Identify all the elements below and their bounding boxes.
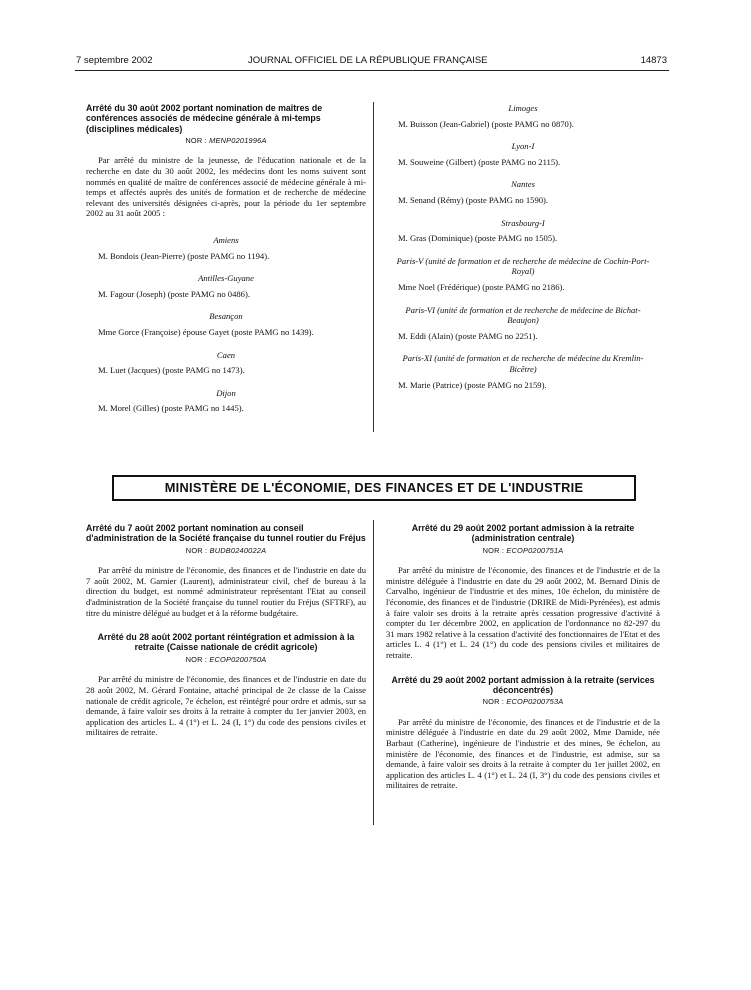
appointee: M. Luet (Jacques) (poste PAMG no 1473). xyxy=(98,365,245,376)
top-right-column xyxy=(386,103,660,402)
nor-code: BUDB0240022A xyxy=(209,545,267,555)
list-item xyxy=(386,103,660,129)
decree-title: Arrêté du 7 août 2002 portant nomination au conseil d'administration de la Société française du tunnel routier du Fréjus xyxy=(86,523,366,544)
decree-body: Par arrêté du ministre de l'économie, des finances et de l'industrie en date du 7 août 2002, M. Garnier (Laurent), administrateur civil, chef de bureau à la direction du budget, est nommé administrateur représentant l'Etat au conseil d'administration de la Société française du tunnel routier du Fréjus (SFTRF), au titre du ministre délégué au budget et à la réforme budgétaire. xyxy=(86,565,366,618)
university-name: Antilles-Guyane xyxy=(198,273,254,284)
university-name: Amiens xyxy=(213,235,239,246)
decree-title: Arrêté du 29 août 2002 portant admission à la retraite (services déconcentrés) xyxy=(391,674,655,695)
list-item xyxy=(386,353,660,390)
header-date: 7 septembre 2002 xyxy=(76,55,153,66)
nor-code: MENP0201996A xyxy=(209,135,267,145)
university-name: Strasbourg-I xyxy=(501,217,545,228)
appointee: M. Senand (Rémy) (poste PAMG no 1590). xyxy=(398,194,549,205)
journal-title: JOURNAL OFFICIEL DE LA RÉPUBLIQUE FRANÇAISE xyxy=(248,55,488,66)
column-divider xyxy=(373,102,374,432)
decree-body: Par arrêté du ministre de l'économie, des finances et de l'industrie et de la ministre déléguée à l'industrie en date du 29 août 2002, M. Bernard Dinis de Carvalho, ingénieur de l'industrie et des mines, 10e échelon, du ministère de l'économie, des finances et de l'industrie (DRIRE de Midi-Pyrénées), est admis à faire valoir ses droits à la retraite après cessation progressive d'activité à compter du 1er décembre 2002, en application de l'ordonnance no 82-297 du 31 mars 1982 relative à la cessation d'activité des fonctionnaires de l'Etat et des articles L. 4 (1°) et L. 24 (1°) du code des pensions civiles et militaires de retraite. xyxy=(386,565,660,660)
list-item xyxy=(386,141,660,167)
decree-body: Par arrêté du ministre de l'économie, des finances et de l'industrie et de la ministre déléguée à l'industrie en date du 29 août 2002, Mme Damide, née Barbaut (Catherine), ingénieure de l'industrie et des mines, 9e échelon, au ministère de l'économie, des finances et de l'industrie, est admise, sur sa demande, à faire valoir ses droits à la retraite à compter du 1er juillet 2002, en application des articles L. 4 (1°) et L. 24 (I, 3°) du code des pensions civiles et militaires de retraite. xyxy=(386,716,660,791)
nor-reference: NOR : BUDB0240022A xyxy=(185,545,267,555)
bottom-right-column xyxy=(386,523,660,797)
list-item xyxy=(386,218,660,244)
appointee: M. Gras (Dominique) (poste PAMG no 1505). xyxy=(398,233,558,244)
ministry-banner: MINISTÈRE DE L'ÉCONOMIE, DES FINANCES ET DE L'INDUSTRIE xyxy=(112,475,636,501)
nor-code: ECOP0200750A xyxy=(209,654,267,664)
appointee: M. Souweine (Gilbert) (poste PAMG no 2115). xyxy=(398,156,561,167)
university-name: Paris-V (unité de formation et de recherche de médecine de Cochin-Port-Royal) xyxy=(396,255,650,277)
page-number: 14873 xyxy=(640,55,667,66)
university-name: Limoges xyxy=(508,103,538,113)
bottom-left-column xyxy=(86,523,366,744)
appointee: Mme Noel (Frédérique) (poste PAMG no 2186). xyxy=(398,281,565,292)
university-name: Besançon xyxy=(209,311,243,322)
university-name: Lyon-I xyxy=(511,141,535,152)
decree-title: Arrêté du 30 août 2002 portant nomination de maîtres de conférences associés de médecine générale à mi-temps (disciplines médicales) xyxy=(86,103,323,134)
decree-title: Arrêté du 29 août 2002 portant admission à la retraite (administration centrale) xyxy=(411,523,635,544)
appointee: M. Buisson (Jean-Gabriel) (poste PAMG no 0870). xyxy=(398,118,574,129)
list-item xyxy=(386,256,660,293)
decree-body: Par arrêté du ministre de l'économie, des finances et de l'industrie en date du 28 août 2002, M. Gérard Fontaine, attaché principal de 2e classe de la Caisse nationale de crédit agricole, 7e échelon, est réintégré pour ordre et admis, sur sa demande, à faire valoir ses droits à la retraite à compter du 1er janvier 2003, en application des articles L. 4 (1°) et L. 24 (I, 1°) du code des pensions civiles et militaires de retraite. xyxy=(86,674,366,738)
university-name: Caen xyxy=(216,349,236,360)
university-name: Nantes xyxy=(511,179,535,190)
appointee: M. Eddi (Alain) (poste PAMG no 2251). xyxy=(398,330,538,341)
nor-code: ECOP0200753A xyxy=(506,697,564,707)
appointee: M. Fagour (Joseph) (poste PAMG no 0486). xyxy=(98,288,250,299)
decree-body: Par arrêté du ministre de la jeunesse, de l'éducation nationale et de la recherche en date du 30 août 2002, les médecins dont les noms suivent sont nommés en qualité de maître de conférences associé de médecine générale à mi-temps et affectés auprès des unités de formation et de recherche de médecine relevant des universités désignées ci-après, pour la période du 1er septembre 2002 au 31 août 2005 : xyxy=(86,155,366,219)
column-divider xyxy=(373,520,374,825)
list-item xyxy=(86,388,366,414)
list-item xyxy=(386,179,660,205)
nor-code: ECOP0200751A xyxy=(506,545,564,555)
list-item xyxy=(386,305,660,342)
decree-title: Arrêté du 28 août 2002 portant réintégration et admission à la retraite (Caisse nationale de crédit agricole) xyxy=(97,632,355,653)
list-item xyxy=(86,350,366,376)
list-item xyxy=(86,235,366,261)
nor-reference: NOR : ECOP0200753A xyxy=(482,697,564,707)
nor-reference: NOR : ECOP0200751A xyxy=(482,545,564,555)
university-name: Paris-VI (unité de formation et de recherche de médecine de Bichat-Beaujon) xyxy=(405,304,641,326)
appointee: Mme Gorce (Françoise) épouse Gayet (poste PAMG no 1439). xyxy=(98,327,314,338)
header-rule xyxy=(75,70,669,71)
list-item xyxy=(86,273,366,299)
nor-reference: NOR : ECOP0200750A xyxy=(185,654,267,664)
list-item xyxy=(86,311,366,337)
appointee: M. Bondois (Jean-Pierre) (poste PAMG no 1194). xyxy=(98,250,270,261)
appointee: M. Marie (Patrice) (poste PAMG no 2159). xyxy=(398,379,547,390)
university-name: Paris-XI (unité de formation et de recherche de médecine du Kremlin-Bicêtre) xyxy=(402,353,644,374)
university-name: Dijon xyxy=(216,387,236,398)
top-left-column xyxy=(86,103,366,426)
nor-reference: NOR : MENP0201996A xyxy=(185,135,267,145)
appointee: M. Morel (Gilles) (poste PAMG no 1445). xyxy=(98,403,244,414)
